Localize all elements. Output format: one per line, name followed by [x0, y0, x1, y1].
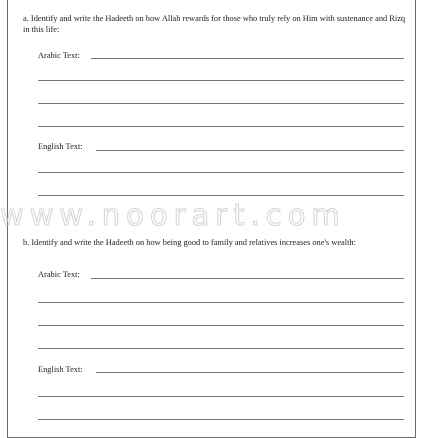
question-b-english-label: English Text:	[38, 365, 83, 374]
answer-line[interactable]	[91, 58, 404, 59]
question-b-text: b. Identify and write the Hadeeth on how being good to family and relatives increases one's wealth:	[23, 238, 356, 247]
answer-line[interactable]	[38, 302, 404, 303]
answer-line[interactable]	[38, 325, 404, 326]
answer-line[interactable]	[38, 126, 404, 127]
question-a-english-label: English Text:	[38, 142, 83, 151]
answer-line[interactable]	[38, 195, 404, 196]
answer-line[interactable]	[38, 348, 404, 349]
answer-line[interactable]	[96, 150, 404, 151]
answer-line[interactable]	[38, 419, 404, 420]
answer-line[interactable]	[96, 372, 404, 373]
answer-line[interactable]	[38, 103, 404, 104]
question-a-text: a. Identify and write the Hadeeth on how Allah rewards for those who truly rely on Him with sustenance and Rizq in this life:	[23, 14, 406, 34]
answer-line[interactable]	[38, 396, 404, 397]
question-b-arabic-label: Arabic Text:	[38, 270, 80, 279]
answer-line[interactable]	[38, 172, 404, 173]
answer-line[interactable]	[38, 80, 404, 81]
watermark: www.noorart.com	[0, 198, 346, 232]
question-a-arabic-label: Arabic Text:	[38, 51, 80, 60]
answer-line[interactable]	[91, 278, 404, 279]
